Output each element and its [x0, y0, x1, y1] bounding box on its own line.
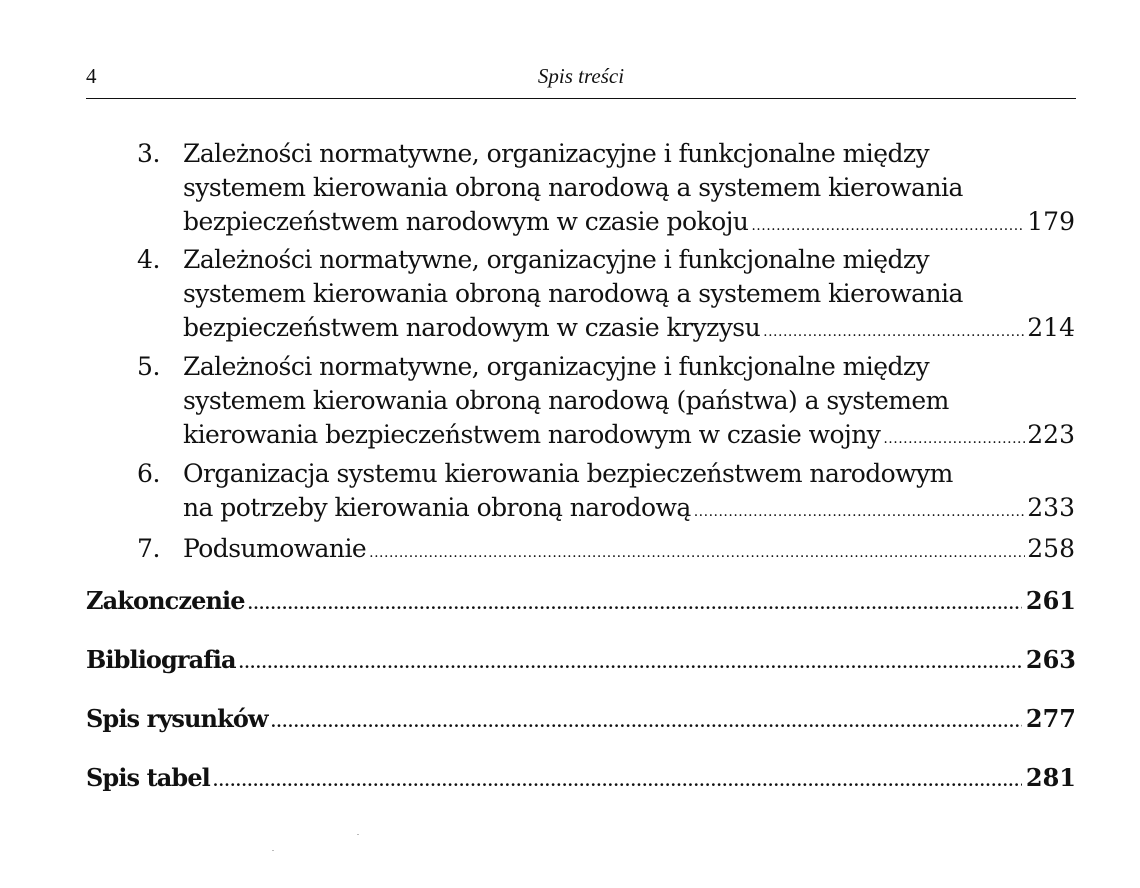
scan-speck — [357, 834, 359, 835]
entry-title — [183, 457, 1075, 525]
dot-leader — [248, 587, 1022, 621]
entry-title — [183, 532, 1075, 566]
dot-leader — [213, 764, 1022, 798]
entry-line: Zależności normatywne, organizacyjne i funkcjonalne między — [183, 139, 930, 168]
entry-line: systemem kierowania obroną narodową (państwa) a systemem — [183, 386, 949, 415]
entry-number: 7. — [137, 534, 161, 563]
entry-line: systemem kierowania obroną narodową a systemem kierowania — [183, 173, 963, 202]
entry-page: 233 — [1027, 493, 1075, 522]
main-entry-title: Spis tabel — [86, 763, 210, 792]
entry-line: kierowania bezpieczeństwem narodowym w czasie wojny — [183, 420, 881, 449]
entry-line: na potrzeby kierowania obroną narodową — [183, 493, 691, 522]
entry-page: 258 — [1027, 534, 1075, 563]
dot-leader — [271, 705, 1022, 739]
entry-title — [183, 350, 1075, 452]
entry-line: bezpieczeństwem narodowym w czasie kryzysu — [183, 313, 761, 342]
entry-number: 4. — [137, 245, 161, 274]
entry-number: 3. — [137, 139, 161, 168]
main-entry-title: Spis rysunków — [86, 704, 268, 733]
entry-last-line — [183, 418, 1075, 452]
dot-leader — [751, 209, 1025, 243]
entry-line: bezpieczeństwem narodowym w czasie pokoju — [183, 207, 749, 236]
dot-leader — [369, 536, 1025, 570]
entry-title — [183, 137, 1075, 239]
main-entry-page: 263 — [1025, 645, 1076, 674]
entry-last-line — [183, 532, 1075, 566]
entry-line: systemem kierowania obroną narodową a systemem kierowania — [183, 279, 963, 308]
main-entry-title: Bibliografia — [86, 645, 236, 674]
dot-leader — [694, 495, 1026, 529]
entry-page: 179 — [1027, 207, 1075, 236]
main-entry-page: 281 — [1025, 763, 1076, 792]
entry-last-line — [183, 205, 1075, 239]
entry-line: Zależności normatywne, organizacyjne i funkcjonalne między — [183, 245, 930, 274]
main-entry-page: 261 — [1025, 586, 1076, 615]
entry-line: Podsumowanie — [183, 534, 367, 563]
toc-main-entry-bibliografia[interactable] — [86, 643, 1076, 677]
entry-last-line — [183, 311, 1075, 345]
entry-line: Organizacja systemu kierowania bezpieczeństwem narodowym — [183, 459, 953, 488]
page-number: 4 — [86, 64, 97, 88]
running-title: Spis treści — [537, 64, 625, 88]
entry-number: 6. — [137, 459, 161, 488]
dot-leader — [763, 315, 1025, 349]
main-entry-page: 277 — [1025, 704, 1076, 733]
toc-main-entry-spis-rysunkow[interactable] — [86, 702, 1076, 736]
toc-main-entry-zakonczenie[interactable] — [86, 584, 1076, 618]
toc-main-entry-spis-tabel[interactable] — [86, 761, 1076, 795]
entry-page: 214 — [1027, 313, 1075, 342]
scan-speck — [272, 850, 274, 851]
entry-title — [183, 243, 1075, 345]
entry-line: Zależności normatywne, organizacyjne i funkcjonalne między — [183, 352, 930, 381]
entry-last-line — [183, 491, 1075, 525]
entry-number: 5. — [137, 352, 161, 381]
main-entry-title: Zakonczenie — [86, 586, 245, 615]
dot-leader — [883, 422, 1025, 456]
entry-page: 223 — [1027, 420, 1075, 449]
dot-leader — [239, 646, 1022, 680]
